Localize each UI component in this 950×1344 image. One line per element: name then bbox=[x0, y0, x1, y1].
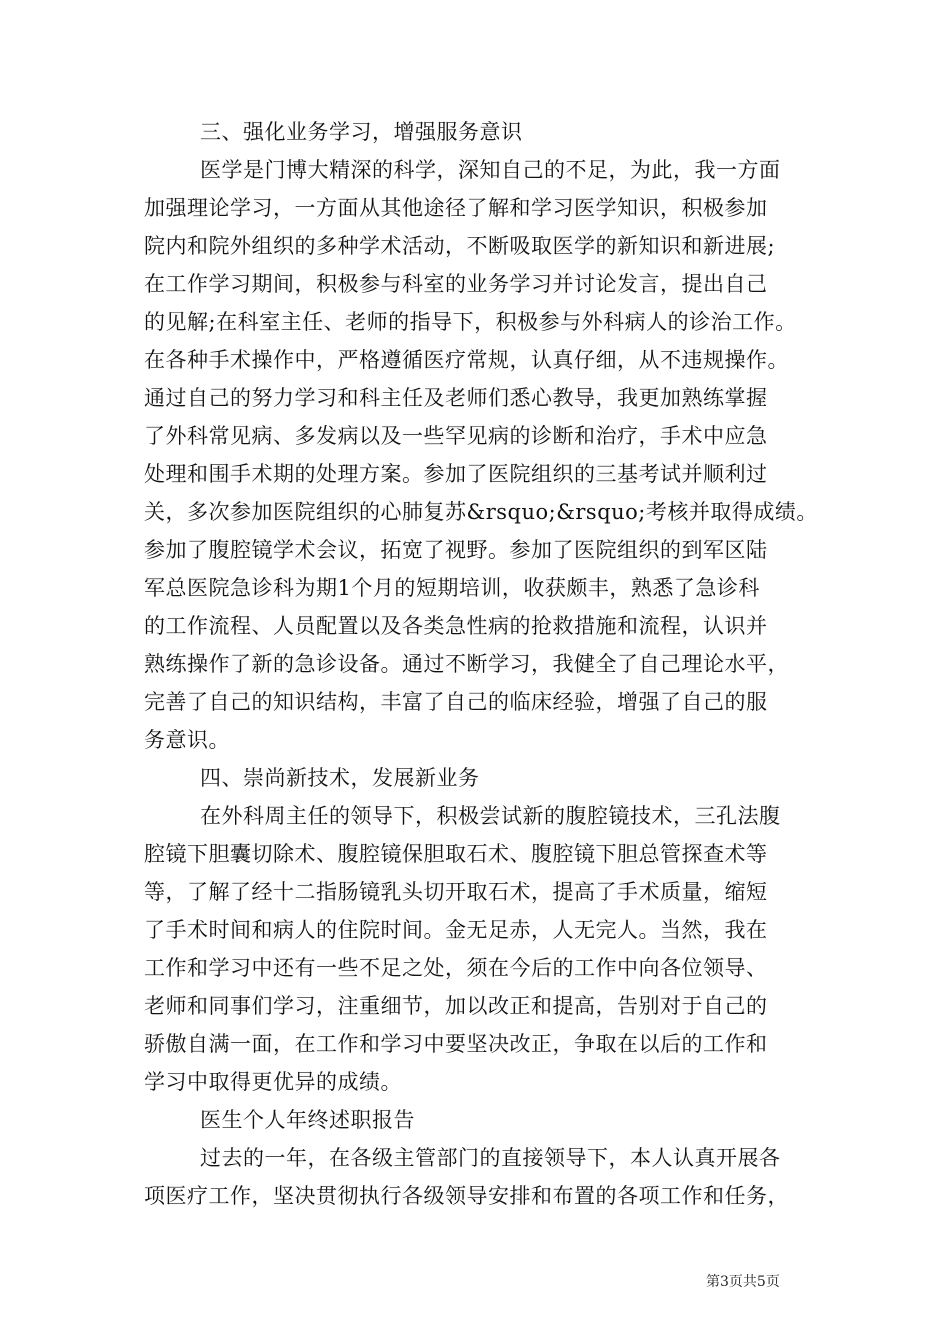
text-line: 在工作学习期间，积极参与科室的业务学习并讨论发言，提出自己 bbox=[144, 272, 768, 296]
text-line: 在各种手术操作中，严格遵循医疗常规，认真仔细，从不违规操作。 bbox=[144, 348, 789, 372]
text-line: 参加了腹腔镜学术会议，拓宽了视野。参加了医院组织的到军区陆 bbox=[144, 538, 768, 562]
text-line: 加强理论学习，一方面从其他途径了解和学习医学知识，积极参加 bbox=[144, 196, 768, 220]
text-line: 关，多次参加医院组织的心肺复苏&rsquo;&rsquo;考核并取得成绩。 bbox=[144, 500, 818, 524]
text-line: 工作和学习中还有一些不足之处，须在今后的工作中向各位领导、 bbox=[144, 956, 768, 980]
text-line: 腔镜下胆囊切除术、腹腔镜保胆取石术、腹腔镜下胆总管探查术等 bbox=[144, 842, 768, 866]
text-line: 军总医院急诊科为期1个月的短期培训，收获颇丰，熟悉了急诊科 bbox=[144, 576, 760, 600]
text-line: 务意识。 bbox=[144, 728, 230, 752]
text-line: 通过自己的努力学习和科主任及老师们悉心教导，我更加熟练掌握 bbox=[144, 386, 768, 410]
text-line: 项医疗工作，坚决贯彻执行各级领导安排和布置的各项工作和任务， bbox=[144, 1184, 789, 1208]
text-line: 过去的一年，在各级主管部门的直接领导下，本人认真开展各 bbox=[200, 1146, 781, 1170]
text-line: 了手术时间和病人的住院时间。金无足赤，人无完人。当然，我在 bbox=[144, 918, 768, 942]
text-line: 三、强化业务学习，增强服务意识 bbox=[200, 120, 523, 144]
text-line: 等，了解了经十二指肠镜乳头切开取石术，提高了手术质量，缩短 bbox=[144, 880, 768, 904]
document-body bbox=[144, 113, 820, 1215]
text-line: 医生个人年终述职报告 bbox=[200, 1108, 415, 1132]
text-line: 熟练操作了新的急诊设备。通过不断学习，我健全了自己理论水平， bbox=[144, 652, 789, 676]
text-line: 四、崇尚新技术，发展新业务 bbox=[200, 766, 480, 790]
text-line: 学习中取得更优异的成绩。 bbox=[144, 1070, 402, 1094]
text-line: 医学是门博大精深的科学，深知自己的不足，为此，我一方面 bbox=[200, 158, 781, 182]
text-line: 老师和同事们学习，注重细节，加以改正和提高，告别对于自己的 bbox=[144, 994, 768, 1018]
text-line: 处理和围手术期的处理方案。参加了医院组织的三基考试并顺利过 bbox=[144, 462, 768, 486]
text-line: 骄傲自满一面，在工作和学习中要坚决改正，争取在以后的工作和 bbox=[144, 1032, 768, 1056]
text-line: 了外科常见病、多发病以及一些罕见病的诊断和治疗，手术中应急 bbox=[144, 424, 768, 448]
text-line: 在外科周主任的领导下，积极尝试新的腹腔镜技术，三孔法腹 bbox=[200, 804, 781, 828]
text-line: 的见解;在科室主任、老师的指导下，积极参与外科病人的诊治工作。 bbox=[144, 310, 797, 334]
page-number: 第3页共5页 bbox=[706, 1274, 780, 1290]
text-line: 的工作流程、人员配置以及各类急性病的抢救措施和流程，认识并 bbox=[144, 614, 768, 638]
text-line: 院内和院外组织的多种学术活动，不断吸取医学的新知识和新进展; bbox=[144, 234, 776, 258]
text-line: 完善了自己的知识结构，丰富了自己的临床经验，增强了自己的服 bbox=[144, 690, 768, 714]
